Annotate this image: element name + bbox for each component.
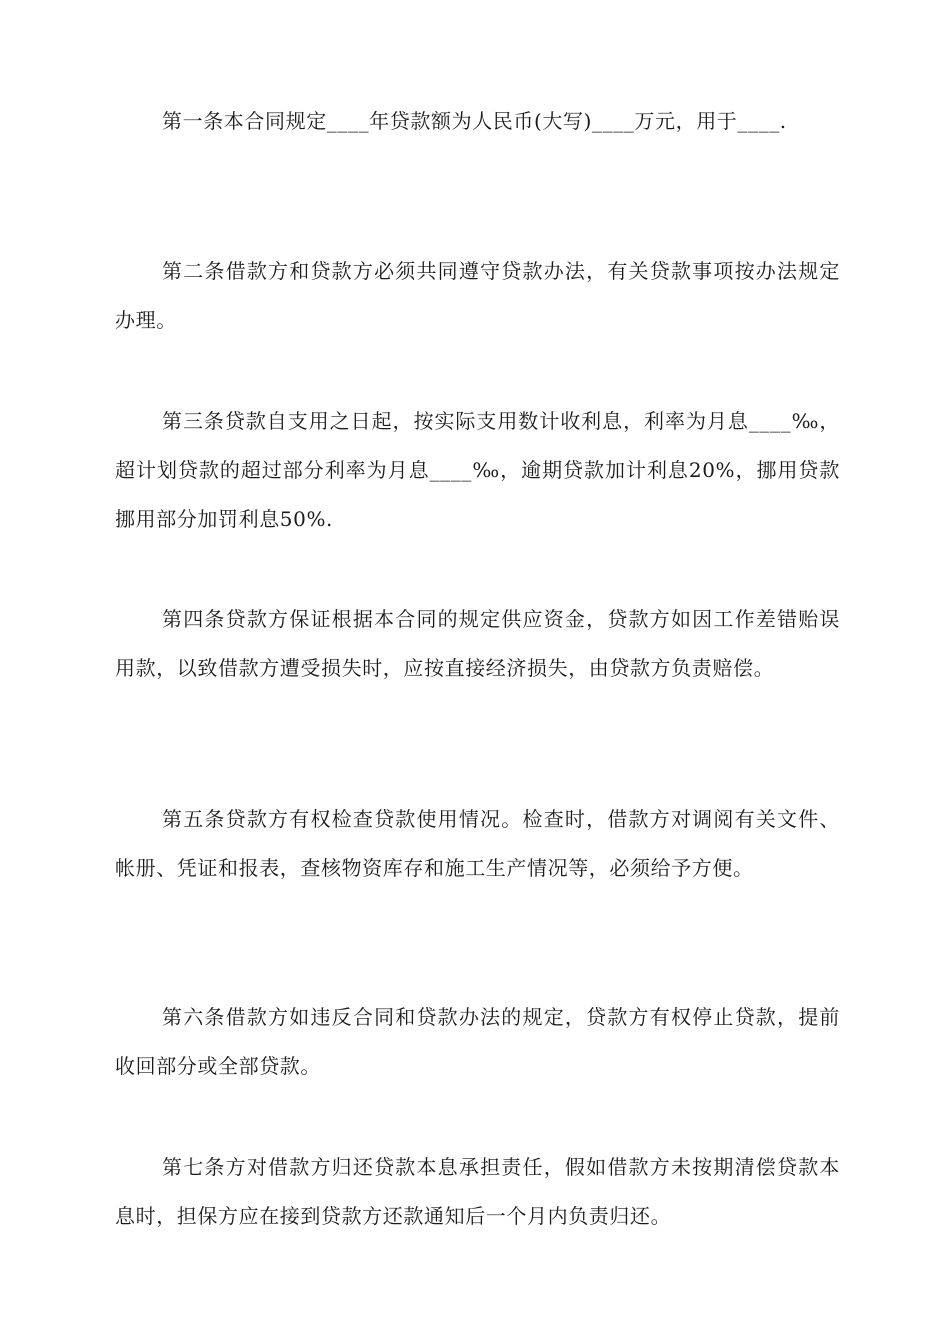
clause-7: 第七条方对借款方归还贷款本息承担责任，假如借款方未按期清偿贷款本息时，担保方应在接到贷款方还款通知后一个月内负责归还。 bbox=[115, 1155, 840, 1228]
clause-3: 第三条贷款自支用之日起，按实际支用数计收利息，利率为月息____‰，超计划贷款的超过部分利率为月息____‰，逾期贷款加计利息20%，挪用贷款挪用部分加罚利息50%. bbox=[115, 409, 840, 531]
clause-4: 第四条贷款方保证根据本合同的规定供应资金，贷款方如因工作差错贻误用款，以致借款方遭受损失时，应按直接经济损失，由贷款方负责赔偿。 bbox=[115, 607, 840, 680]
clause-2: 第二条借款方和贷款方必须共同遵守贷款办法，有关贷款事项按办法规定办理。 bbox=[115, 259, 840, 332]
clause-6: 第六条借款方如违反合同和贷款办法的规定，贷款方有权停止贷款，提前收回部分或全部贷款。 bbox=[115, 1005, 840, 1078]
clause-5: 第五条贷款方有权检查贷款使用情况。检查时，借款方对调阅有关文件、帐册、凭证和报表，查核物资库存和施工生产情况等，必须给予方便。 bbox=[115, 807, 840, 880]
clause-1: 第一条本合同规定____年贷款额为人民币(大写)____万元，用于____. bbox=[162, 109, 787, 133]
